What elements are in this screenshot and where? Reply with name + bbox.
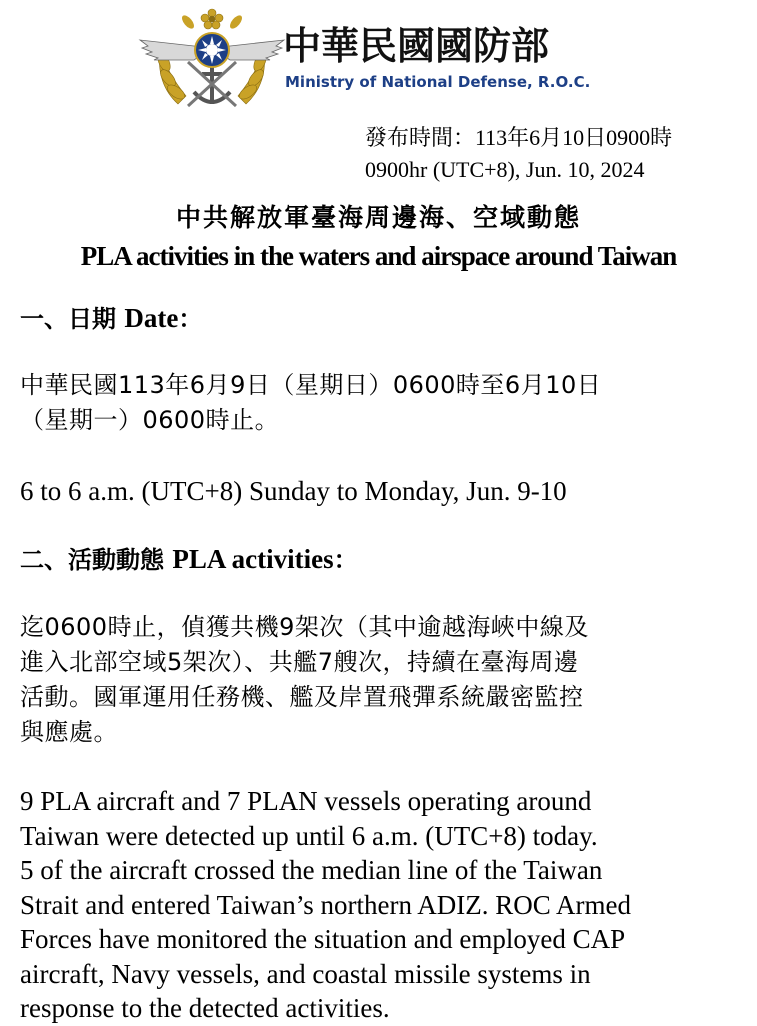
section-date-en [20,474,750,509]
section-date-zh [20,368,750,438]
ministry-name-en: Ministry of National Defense, R.O.C. [285,73,591,91]
date-zh-line: 中華民國113年6月9日（星期日）0600時至6月10日 [20,371,602,399]
activities-zh-line: 進入北部空域5架次）、共艦7艘次，持續在臺海周邊 [20,648,579,676]
activities-zh-line: 迄0600時止，偵獲共機9架次（其中逾越海峽中線及 [20,613,589,641]
title-en: PLA activities in the waters and airspace around Taiwan [80,241,677,271]
release-time-zh: 發布時間：113年6月10日0900時 [365,125,673,150]
section-date-heading [20,300,202,337]
release-time-en: 0900hr (UTC+8), Jun. 10, 2024 [365,157,645,182]
section-activities-heading-colon: ： [333,546,358,574]
activities-en-line: response to the detected activities. [20,993,390,1023]
activities-en-line: aircraft, Navy vessels, and coastal missile systems in [20,958,591,989]
header [0,0,757,120]
section-date-heading-zh: 一、日期 [20,305,116,333]
title-zh: 中共解放軍臺海周邊海、空域動態 [175,203,581,232]
section-activities-zh [20,610,750,750]
section-activities-heading-zh: 二、活動動態 [20,546,164,574]
activities-en-line: Taiwan were detected up until 6 a.m. (UTC+8) today. [20,820,598,851]
section-date-heading-colon: ： [178,305,203,333]
section-activities-heading-en: PLA activities [172,544,334,574]
section-activities-heading [20,541,358,578]
activities-en-line: 5 of the aircraft crossed the median line of the Taiwan [20,855,603,885]
activities-en-line: Forces have monitored the situation and employed CAP [20,924,626,954]
activities-zh-line: 活動。國軍運用任務機、艦及岸置飛彈系統嚴密監控 [20,683,584,711]
activities-zh-line: 與應處。 [20,718,118,746]
page-title [0,200,757,276]
release-time [365,122,672,186]
activities-en-line: Strait and entered Taiwan’s northern ADIZ. ROC Armed [20,889,631,920]
date-en-line: 6 to 6 a.m. (UTC+8) Sunday to Monday, Jun. 9-10 [20,476,567,506]
date-zh-line: （星期一）0600時止。 [20,406,280,434]
ministry-emblem-icon [138,4,286,112]
activities-en-line: 9 PLA aircraft and 7 PLAN vessels operating around [20,786,592,816]
ministry-name-zh: 中華民國國防部 [283,24,550,68]
section-date-heading-en: Date [124,303,179,333]
section-activities-en [20,784,750,1026]
